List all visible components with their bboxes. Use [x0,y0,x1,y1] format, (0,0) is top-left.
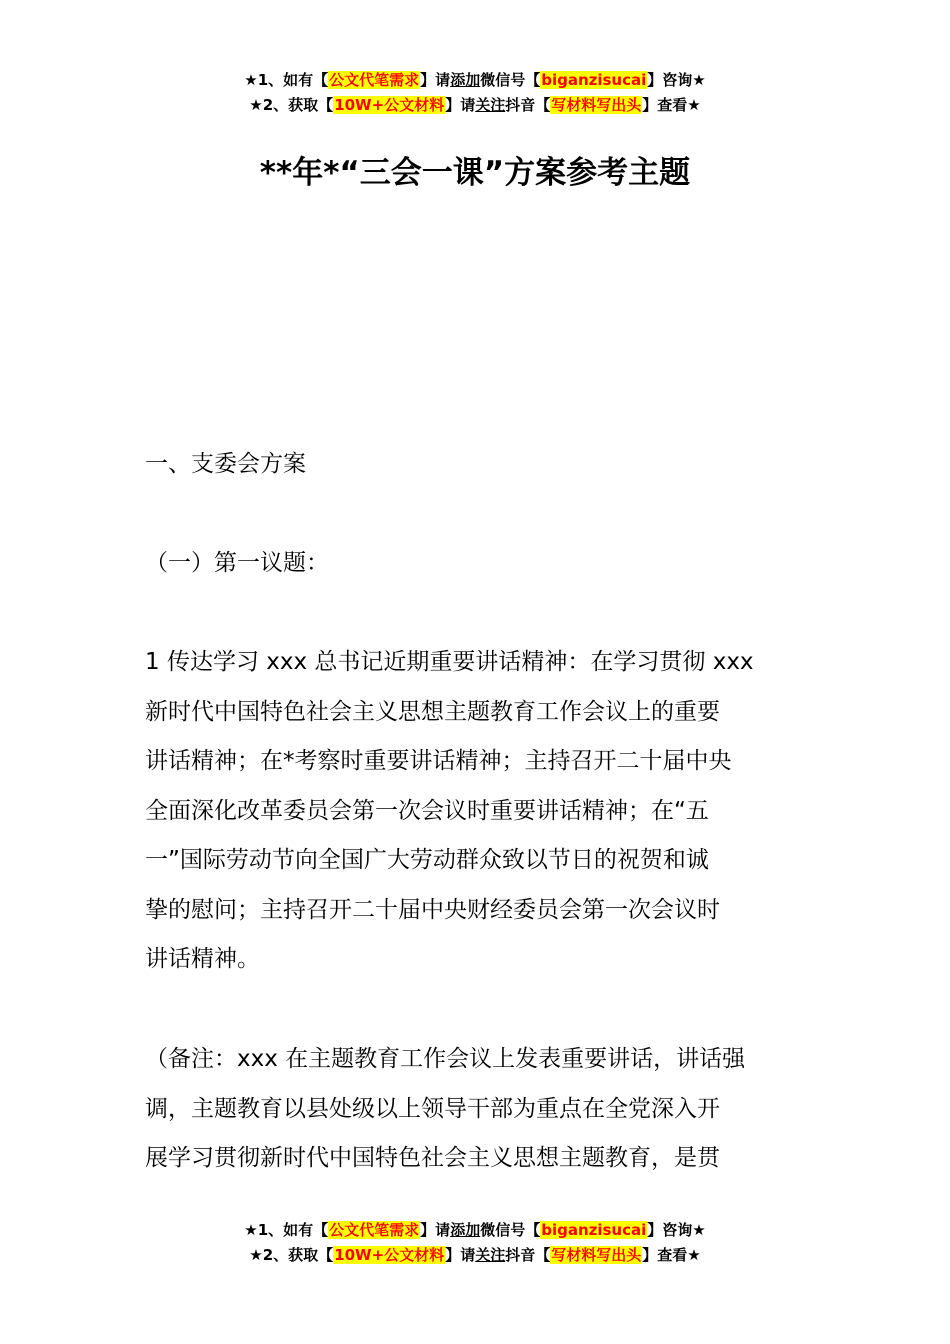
banner-text: 微信号【 [480,1221,541,1239]
paragraph-line: 展学习贯彻新时代中国特色社会主义思想主题教育，是贯 [145,1145,720,1171]
banner-text: ★2、获取【 [249,1246,334,1264]
paragraph-line: 讲话精神。 [145,946,260,972]
paragraph-2 [145,1035,807,1184]
banner-underlined-text: 关注 [475,96,506,114]
banner-highlight: 公文代笔需求 [329,71,420,89]
banner-text: ★1、如有【 [244,1221,329,1239]
paragraph-line: 调，主题教育以县处级以上领导干部为重点在全党深入开 [145,1095,720,1122]
banner-text: 】咨询★ [647,1221,706,1239]
banner-line-2 [0,93,950,118]
bottom-banner [0,1218,950,1268]
document-title: **年*“三会一课”方案参考主题 [259,155,691,191]
banner-text: 微信号【 [480,71,541,89]
top-banner [0,68,950,118]
banner-text: ★1、如有【 [244,71,329,89]
subsection-heading: （一）第一议题： [145,550,329,576]
banner-highlight: 写材料写出头 [551,1246,642,1264]
banner-highlight: biganzisucai [541,1221,647,1239]
paragraph-line: 全面深化改革委员会第一次会议时重要讲话精神；在“五 [145,797,709,824]
banner-highlight: 10W+公文材料 [334,96,445,114]
banner-line-1 [0,68,950,93]
section-heading: 一、支委会方案 [145,451,306,477]
banner-line-1 [0,1218,950,1243]
banner-text: ★2、获取【 [249,96,334,114]
banner-text: 】咨询★ [647,71,706,89]
banner-text: 】查看★ [642,96,701,114]
banner-highlight: 10W+公文材料 [334,1246,445,1264]
banner-highlight: biganzisucai [541,71,647,89]
banner-underlined-text: 关注 [475,1246,506,1264]
banner-text: 抖音【 [505,96,551,114]
banner-text: 】请 [420,1221,451,1239]
paragraph-line: 一”国际劳动节向全国广大劳动群众致以节日的祝贺和诚 [145,847,709,873]
banner-text: 】请 [445,1246,476,1264]
banner-text: 】请 [420,71,451,89]
paragraph-line: 1 传达学习 xxx 总书记近期重要讲话精神：在学习贯彻 xxx [145,649,754,675]
paragraph-line: （备注：xxx 在主题教育工作会议上发表重要讲话，讲话强 [145,1046,746,1072]
paragraph-line: 挚的慰问；主持召开二十届中央财经委员会第一次会议时 [145,896,720,923]
banner-text: 】请 [445,96,476,114]
banner-highlight: 公文代笔需求 [329,1221,420,1239]
banner-line-2 [0,1243,950,1268]
banner-highlight: 写材料写出头 [551,96,642,114]
banner-text: 】查看★ [642,1246,701,1264]
paragraph-line: 新时代中国特色社会主义思想主题教育工作会议上的重要 [145,698,720,725]
paragraph-line: 讲话精神；在*考察时重要讲话精神；主持召开二十届中央 [145,748,732,774]
banner-text: 抖音【 [505,1246,551,1264]
paragraph-1 [145,638,807,985]
banner-underlined-text: 添加 [450,1221,481,1239]
banner-underlined-text: 添加 [450,71,481,89]
